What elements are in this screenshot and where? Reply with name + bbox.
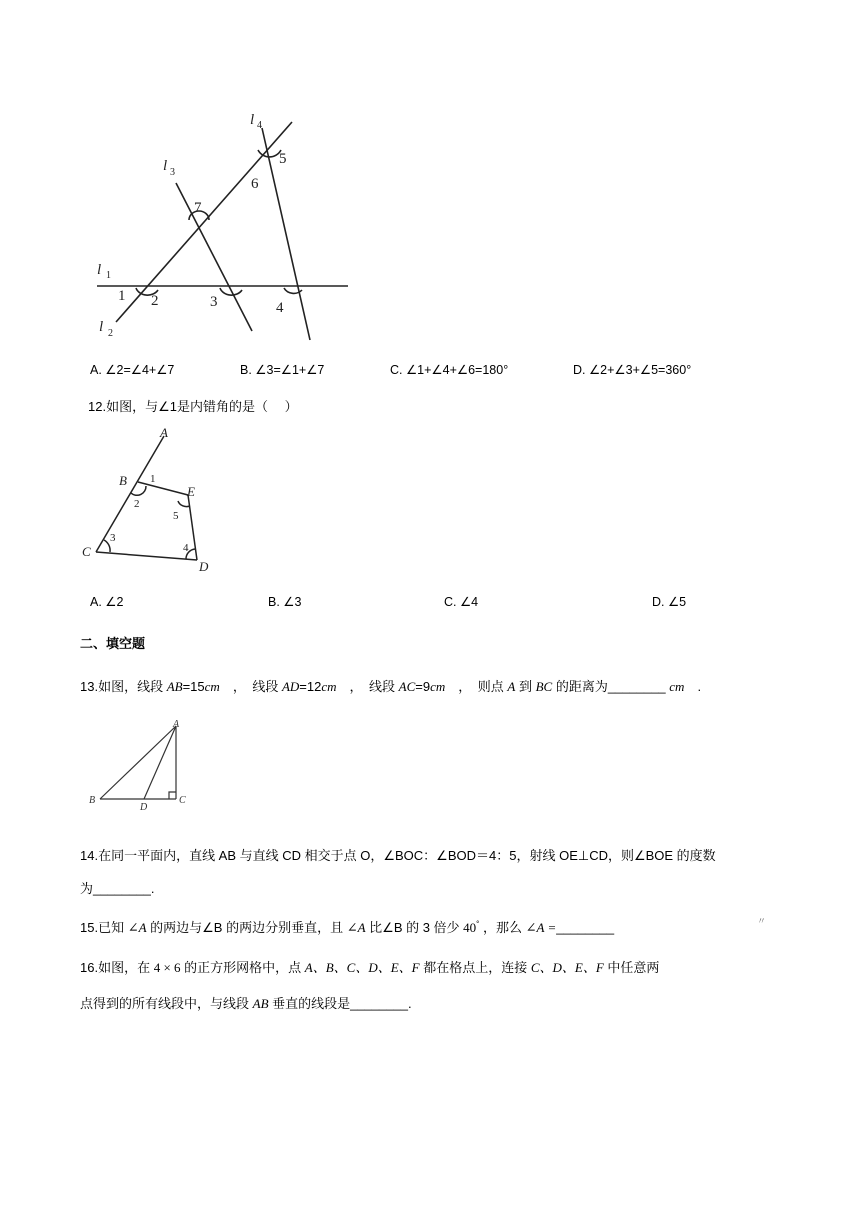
- point-d: D: [199, 559, 209, 574]
- q16-line2: 点得到的所有线段中，与线段 AB 垂直的线段是________.: [80, 996, 412, 1011]
- label-l3: l: [163, 158, 168, 174]
- q12-option-b: B. ∠3: [268, 595, 302, 609]
- q14-line2: 为________.: [80, 881, 155, 896]
- svg-text:3: 3: [170, 167, 175, 178]
- point-b: B: [119, 473, 127, 488]
- q13-point-a: A: [173, 719, 180, 730]
- angle-7: 7: [194, 200, 202, 216]
- point-e: E: [187, 484, 195, 499]
- q13-point-c: C: [179, 795, 186, 806]
- q13-point-b: B: [89, 795, 96, 806]
- q12-option-a: A. ∠2: [90, 595, 124, 609]
- label-l2: l: [99, 319, 104, 335]
- angle-4: 4: [276, 300, 284, 316]
- q12-option-d: D. ∠5: [652, 595, 687, 609]
- q12-stem: 12.如图，与∠1是内错角的是（ ）: [88, 399, 298, 414]
- label-l4: l: [250, 112, 255, 128]
- angle-5: 5: [279, 151, 287, 167]
- q14-line1: 14.在同一平面内，直线 AB 与直线 CD 相交于点 O，∠BOC：∠BOD＝4：5，射线 OE⊥CD，则∠BOE 的度数: [80, 848, 716, 863]
- q11-option-a: A. ∠2=∠4+∠7: [90, 363, 175, 377]
- section-title: 二、填空题: [80, 636, 146, 651]
- label-l1: l: [97, 262, 102, 278]
- angle-2: 2: [151, 293, 159, 309]
- angle-3: 3: [210, 294, 218, 310]
- angle-1: 1: [118, 288, 126, 304]
- angle-6: 6: [251, 176, 259, 192]
- q13-point-d: D: [140, 802, 148, 811]
- point-c: C: [82, 544, 91, 559]
- q13-stem: 13.如图，线段 AB=15cm ， 线段 AD=12cm ， 线段 AC=9cm ， 则点 A 到 BC 的距离为________ cm .: [80, 679, 702, 694]
- q16-line1: 16.如图，在 4 × 6 的正方形网格中，点 A、B、C、D、E、F 都在格点上，连接 C、D、E、F 中任意两: [80, 960, 660, 975]
- svg-text:2: 2: [108, 328, 113, 339]
- q12-figure: [78, 422, 218, 577]
- point-a: A: [160, 425, 168, 440]
- q15-mark: 〃: [757, 916, 767, 926]
- q12-option-c: C. ∠4: [444, 595, 479, 609]
- line-l2: [116, 122, 292, 322]
- q12-angle-3: 3: [110, 532, 116, 544]
- q12-angle-1: 1: [150, 473, 156, 485]
- q11-option-c: C. ∠1+∠4+∠6=180°: [390, 363, 509, 377]
- q11-figure: [90, 105, 360, 350]
- svg-text:1: 1: [106, 270, 111, 281]
- q12-angle-2: 2: [134, 498, 140, 510]
- q15-stem: 15.已知 ∠A 的两边与∠B 的两边分别垂直，且 ∠A 比∠B 的 3 倍少 40° ，那么 ∠A =________: [80, 919, 615, 935]
- q12-angle-5: 5: [173, 510, 179, 522]
- q12-angle-4: 4: [183, 542, 189, 554]
- svg-text:4: 4: [257, 120, 262, 131]
- q11-option-d: D. ∠2+∠3+∠5=360°: [573, 363, 692, 377]
- q13-figure: [86, 716, 196, 811]
- q11-option-b: B. ∠3=∠1+∠7: [240, 363, 325, 377]
